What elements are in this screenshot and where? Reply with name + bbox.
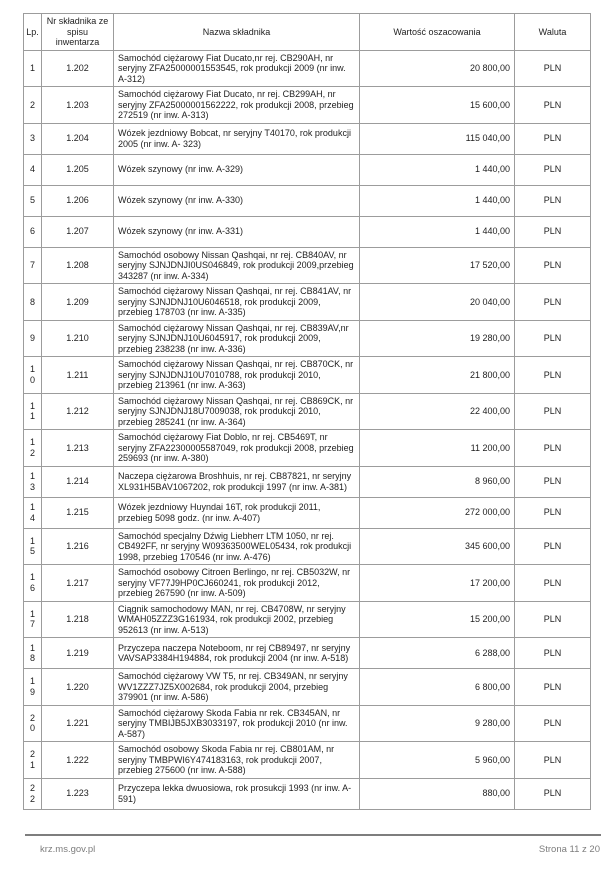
cell-lp: 3 <box>24 123 42 154</box>
cell-nazwa: Samochód ciężarowy Skoda Fabia nr rek. CB345AN, nr seryjny TMBIJB5JXB3033197, rok produkcji 2010 (nr inw. A-587) <box>114 705 360 742</box>
cell-nazwa: Samochód ciężarowy Fiat Ducato,nr rej. CB290AH, nr seryjny ZFA25000001553545, rok produkcji 2009 (nr inw. A-312) <box>114 50 360 87</box>
cell-waluta: PLN <box>515 154 591 185</box>
cell-wartosc: 17 200,00 <box>360 565 515 602</box>
cell-nazwa: Samochód ciężarowy Nissan Qashqai, nr rej. CB870CK, nr seryjny SJNJDNJ10U7010788, rok produkcji 2010, przebieg 213961 (nr inw. A-363) <box>114 357 360 394</box>
cell-nazwa: Samochód osobowy Skoda Fabia nr rej. CB801AM, nr seryjny TMBPWI6Y474183163, rok produkcji 2007, przebieg 275600 (nr inw. A-588) <box>114 742 360 779</box>
cell-wartosc: 21 800,00 <box>360 357 515 394</box>
cell-wartosc: 1 440,00 <box>360 216 515 247</box>
cell-nr: 1.204 <box>42 123 114 154</box>
cell-nr: 1.213 <box>42 430 114 467</box>
cell-nazwa: Przyczepa naczepa Noteboom, nr rej CB89497, nr seryjny VAVSAP3384H194884, rok produkcji 2004 (nr inw. A-518) <box>114 638 360 669</box>
header-lp: Lp. <box>24 14 42 51</box>
cell-waluta: PLN <box>515 778 591 809</box>
table-row <box>24 320 591 357</box>
cell-lp: 14 <box>24 497 42 528</box>
header-waluta: Waluta <box>515 14 591 51</box>
table-row <box>24 778 591 809</box>
cell-lp: 1 <box>24 50 42 87</box>
header-nr: Nr składnika ze spisu inwentarza <box>42 14 114 51</box>
table-row <box>24 669 591 706</box>
table-row <box>24 528 591 565</box>
cell-lp: 6 <box>24 216 42 247</box>
table-row <box>24 497 591 528</box>
cell-nazwa: Samochód ciężarowy Nissan Qashqai, nr rej. CB839AV,nr seryjny SJNJDNJ10U6045917, rok produkcji 2009, przebieg 238238 (nr inw. A-336) <box>114 320 360 357</box>
footer-page-number: Strona 11 z 20 <box>538 844 600 855</box>
cell-waluta: PLN <box>515 393 591 430</box>
cell-nazwa: Ciągnik samochodowy MAN, nr rej. CB4708W, nr seryjny WMAH05ZZZ3G161934, rok produkcji 2002, przebieg 952613 (nr inw. A-513) <box>114 601 360 638</box>
cell-nazwa: Samochód ciężarowy VW T5, nr rej. CB349AN, nr seryjny WV1ZZZ7JZ5X002684, rok produkcji 2004, przebieg 379901 (nr inw. A-586) <box>114 669 360 706</box>
cell-nr: 1.205 <box>42 154 114 185</box>
cell-nr: 1.218 <box>42 601 114 638</box>
page-footer <box>25 834 601 855</box>
cell-nazwa: Przyczepa lekka dwuosiowa, rok prosukcji 1993 (nr inw. A-591) <box>114 778 360 809</box>
cell-wartosc: 345 600,00 <box>360 528 515 565</box>
inventory-table <box>23 13 591 810</box>
cell-nr: 1.207 <box>42 216 114 247</box>
cell-nr: 1.222 <box>42 742 114 779</box>
table-header <box>24 14 591 51</box>
cell-nr: 1.217 <box>42 565 114 602</box>
cell-nazwa: Samochód ciężarowy Nissan Qashqai, nr rej. CB869CK, nr seryjny SJNJDNJ18U7009038, rok produkcji 2010, przebieg 285241 (nr inw. A-364) <box>114 393 360 430</box>
cell-waluta: PLN <box>515 528 591 565</box>
table-row <box>24 430 591 467</box>
cell-lp: 17 <box>24 601 42 638</box>
cell-lp: 11 <box>24 393 42 430</box>
cell-wartosc: 6 800,00 <box>360 669 515 706</box>
cell-wartosc: 9 280,00 <box>360 705 515 742</box>
cell-nazwa: Wózek jezdniowy Huyndai 16T, rok produkcji 2011, przebieg 5098 godz. (nr inw. A-407) <box>114 497 360 528</box>
cell-waluta: PLN <box>515 87 591 124</box>
cell-wartosc: 1 440,00 <box>360 185 515 216</box>
table-row <box>24 357 591 394</box>
cell-wartosc: 19 280,00 <box>360 320 515 357</box>
cell-nazwa: Samochód ciężarowy Fiat Doblo, nr rej. CB5469T, nr seryjny ZFA22300005587049, rok produkcji 2008, przebieg 259693 (nr inw. A-380) <box>114 430 360 467</box>
cell-lp: 7 <box>24 247 42 284</box>
cell-lp: 20 <box>24 705 42 742</box>
cell-nr: 1.202 <box>42 50 114 87</box>
cell-nr: 1.203 <box>42 87 114 124</box>
cell-waluta: PLN <box>515 466 591 497</box>
table-row <box>24 565 591 602</box>
cell-waluta: PLN <box>515 284 591 321</box>
table-row <box>24 87 591 124</box>
table-row <box>24 601 591 638</box>
cell-wartosc: 20 800,00 <box>360 50 515 87</box>
cell-waluta: PLN <box>515 742 591 779</box>
table-row <box>24 50 591 87</box>
cell-nazwa: Wózek szynowy (nr inw. A-329) <box>114 154 360 185</box>
cell-waluta: PLN <box>515 430 591 467</box>
cell-waluta: PLN <box>515 601 591 638</box>
cell-lp: 5 <box>24 185 42 216</box>
cell-nr: 1.221 <box>42 705 114 742</box>
cell-waluta: PLN <box>515 123 591 154</box>
cell-lp: 21 <box>24 742 42 779</box>
table-row <box>24 123 591 154</box>
cell-lp: 19 <box>24 669 42 706</box>
cell-nazwa: Samochód osobowy Nissan Qashqai, nr rej. CB840AV, nr seryjny SJNJDNJI0US046849, rok produkcji 2009,przebieg 343287 (nr inw. A-334) <box>114 247 360 284</box>
cell-wartosc: 115 040,00 <box>360 123 515 154</box>
cell-wartosc: 11 200,00 <box>360 430 515 467</box>
cell-nr: 1.212 <box>42 393 114 430</box>
cell-wartosc: 272 000,00 <box>360 497 515 528</box>
cell-nr: 1.214 <box>42 466 114 497</box>
cell-wartosc: 1 440,00 <box>360 154 515 185</box>
cell-waluta: PLN <box>515 320 591 357</box>
cell-nr: 1.216 <box>42 528 114 565</box>
cell-nazwa: Naczepa ciężarowa Broshhuis, nr rej. CB87821, nr seryjny XL931H5BAV1067202, rok produkcji 1997 (nr inw. A-381) <box>114 466 360 497</box>
cell-lp: 8 <box>24 284 42 321</box>
table-row <box>24 216 591 247</box>
cell-lp: 13 <box>24 466 42 497</box>
cell-wartosc: 15 600,00 <box>360 87 515 124</box>
cell-lp: 2 <box>24 87 42 124</box>
cell-nazwa: Wózek szynowy (nr inw. A-331) <box>114 216 360 247</box>
cell-wartosc: 880,00 <box>360 778 515 809</box>
cell-wartosc: 8 960,00 <box>360 466 515 497</box>
header-wartosc: Wartość oszacowania <box>360 14 515 51</box>
cell-waluta: PLN <box>515 669 591 706</box>
cell-lp: 10 <box>24 357 42 394</box>
cell-waluta: PLN <box>515 497 591 528</box>
cell-waluta: PLN <box>515 50 591 87</box>
cell-nr: 1.219 <box>42 638 114 669</box>
table-row <box>24 154 591 185</box>
cell-nr: 1.208 <box>42 247 114 284</box>
cell-nazwa: Samochód ciężarowy Fiat Ducato, nr rej. CB299AH, nr seryjny ZFA25000001562222, rok produkcji 2008, przebieg 272519 (nr inw. A-313) <box>114 87 360 124</box>
cell-lp: 12 <box>24 430 42 467</box>
cell-nr: 1.206 <box>42 185 114 216</box>
cell-wartosc: 17 520,00 <box>360 247 515 284</box>
cell-lp: 22 <box>24 778 42 809</box>
cell-nr: 1.223 <box>42 778 114 809</box>
inventory-table-body <box>24 50 591 809</box>
table-row <box>24 705 591 742</box>
table-row <box>24 466 591 497</box>
cell-wartosc: 22 400,00 <box>360 393 515 430</box>
cell-waluta: PLN <box>515 247 591 284</box>
cell-lp: 16 <box>24 565 42 602</box>
cell-lp: 4 <box>24 154 42 185</box>
cell-nr: 1.215 <box>42 497 114 528</box>
cell-nr: 1.211 <box>42 357 114 394</box>
cell-lp: 18 <box>24 638 42 669</box>
table-row <box>24 638 591 669</box>
table-row <box>24 185 591 216</box>
cell-nazwa: Samochód specjalny Dźwig Liebherr LTM 1050, nr rej. CB492FF, nr seryjny W09363500WEL05434, rok produkcji 1998, przebieg 170546 (nr inw. A-476) <box>114 528 360 565</box>
cell-waluta: PLN <box>515 565 591 602</box>
cell-nazwa: Wózek szynowy (nr inw. A-330) <box>114 185 360 216</box>
table-row <box>24 393 591 430</box>
cell-wartosc: 6 288,00 <box>360 638 515 669</box>
table-row <box>24 284 591 321</box>
footer-site-label: krz.ms.gov.pl <box>40 844 96 855</box>
table-row <box>24 247 591 284</box>
cell-waluta: PLN <box>515 638 591 669</box>
cell-wartosc: 20 040,00 <box>360 284 515 321</box>
table-row <box>24 742 591 779</box>
cell-waluta: PLN <box>515 216 591 247</box>
cell-wartosc: 5 960,00 <box>360 742 515 779</box>
cell-nazwa: Wózek jezdniowy Bobcat, nr seryjny T40170, rok produkcji 2005 (nr inw. A- 323) <box>114 123 360 154</box>
cell-waluta: PLN <box>515 357 591 394</box>
cell-nr: 1.209 <box>42 284 114 321</box>
cell-waluta: PLN <box>515 705 591 742</box>
cell-nazwa: Samochód osobowy Citroen Berlingo, nr rej. CB5032W, nr seryjny VF77J9HP0CJ660241, rok produkcji 2012, przebieg 267590 (nr inw. A-509) <box>114 565 360 602</box>
cell-lp: 15 <box>24 528 42 565</box>
cell-lp: 9 <box>24 320 42 357</box>
cell-wartosc: 15 200,00 <box>360 601 515 638</box>
cell-nr: 1.210 <box>42 320 114 357</box>
header-nazwa: Nazwa składnika <box>114 14 360 51</box>
cell-waluta: PLN <box>515 185 591 216</box>
cell-nazwa: Samochód ciężarowy Nissan Qashqai, nr rej. CB841AV, nr seryjny SJNJDNJ10U6046518, rok produkcji 2009, przebieg 178703 (nr inw. A-335) <box>114 284 360 321</box>
cell-nr: 1.220 <box>42 669 114 706</box>
